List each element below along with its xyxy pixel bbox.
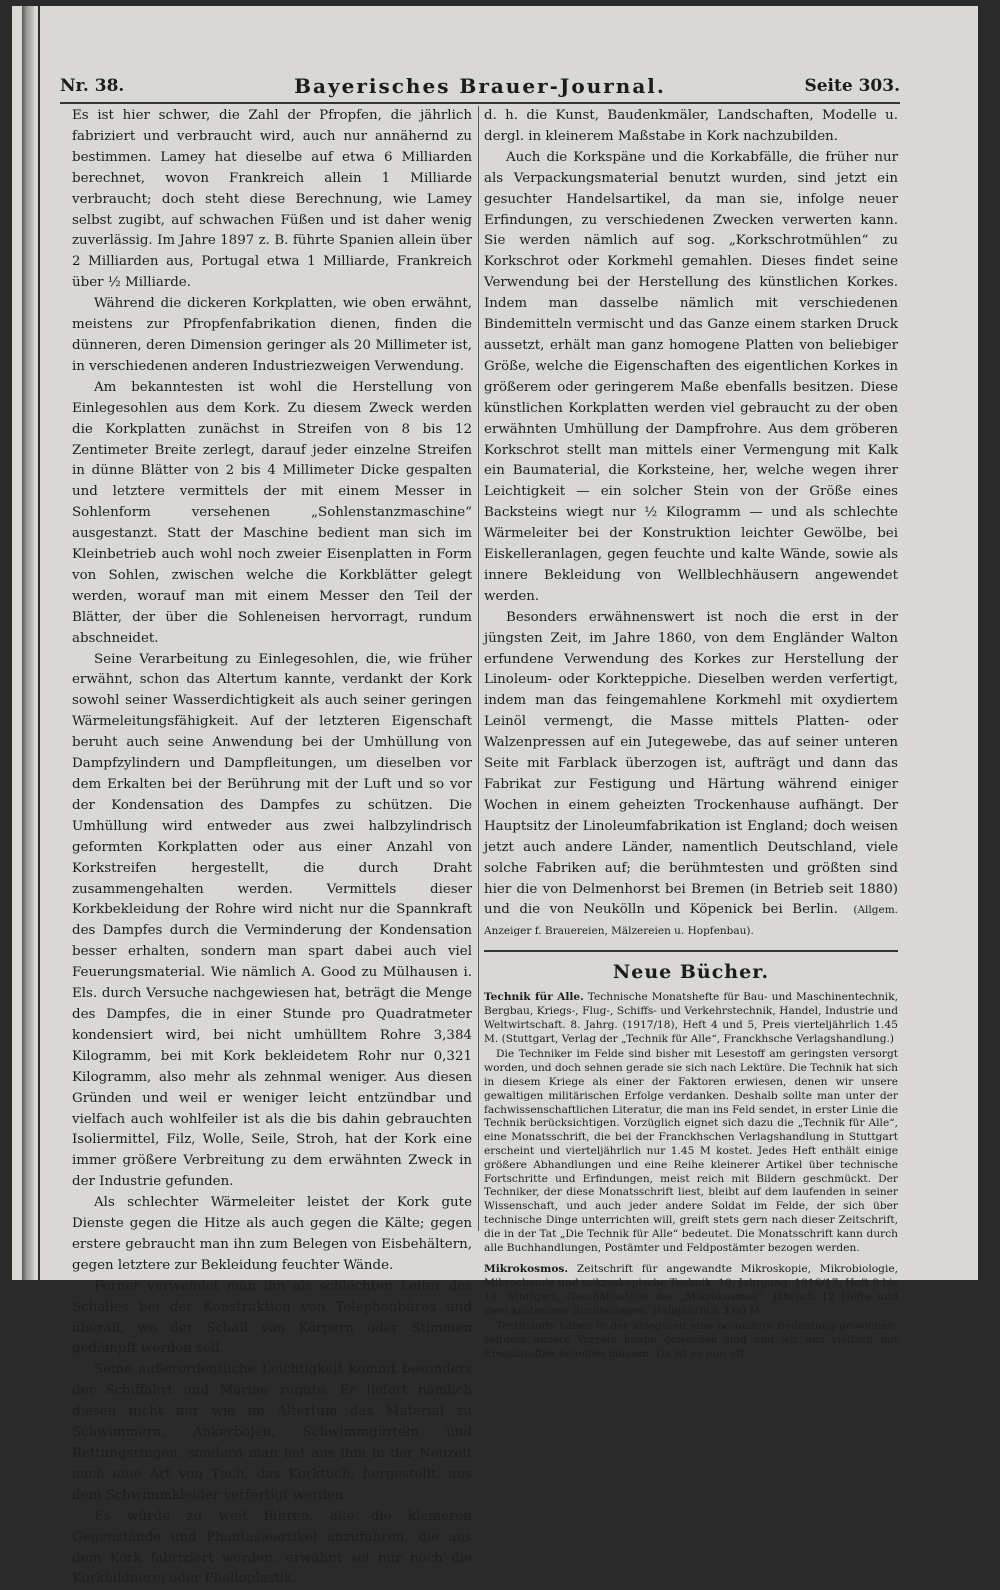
paragraph: Ferner verwendet man ihn als schlechten Leiter des Schalles bei der Konstruktion von Telephonbüros und überall, wo der Schall von Körpern oder Stimmen gedämpft werden soll. [72,1278,472,1357]
page-header [60,74,900,102]
book-review-2 [484,1263,898,1362]
left-column [72,106,472,1590]
paragraph: Es würde zu weit führen, alle die kleineren Gegenstände und Phantasieartikel anzuführen, die aus dem Kork fabriziert werden: erwähnt sei nur noch die Korkbildnerei oder Phelloplastik, [72,1508,472,1587]
issue-number: Nr. 38. [60,76,125,96]
section-rule [484,950,898,952]
book-details: Technische Monatshefte für Bau- und Maschinentechnik, Bergbau, Kriegs-, Flug-, Schiffs- und Verkehrstechnik, Handel, Industrie und Weltwirtschaft. 8. Jahrg. (1917/18), Heft 4 und 5, Preis vierteljährlich 1.45 M. (Stuttgart, Verlag der „Technik für Alle“, Franckhsche Verlagshandlung.) [484,991,898,1045]
paragraph: d. h. die Kunst, Baudenkmäler, Landschaften, Modelle u. dergl. in kleinerem Maßstabe in Kork nachzubilden. [484,108,898,144]
paragraph: Während die dickeren Korkplatten, wie oben erwähnt, meistens zur Pfropfenfabrikation dienen, finden die dünneren, deren Dimension geringer als 20 Millimeter ist, in verschiedenen anderen Industriezweigen Verwendung. [72,296,472,374]
paragraph: Am bekanntesten ist wohl die Herstellung von Einlegesohlen aus dem Kork. Zu diesem Zweck werden die Korkplatten zunächst in Streifen von 8 bis 12 Zentimeter Breite zerlegt, darauf jeder einzelne Streifen in dünne Blätter von 2 bis 4 Millimeter Dicke gespalten und letztere vermittels der mit einem Messer in Sohlenform versehenen „Sohlenstanzmaschine“ ausgestanzt. Statt der Maschine bedient man sich im Kleinbetrieb auch wohl noch zweier Eisenplatten in Form von Sohlen, zwischen welche die Korkblätter gelegt werden, worauf man mit einem Messer den Teil der Blätter, der über die Sohleneisen hervorragt, rundum abschneidet. [72,379,472,646]
book-review-text: Textilstoffe haben in der Kriegszeit eine besondere Bedeutung gewonnen, seitdem unsere Vorräte knapp geworden sind und wir uns vielfach mit Ersatzstoffen behelfen müssen. Da ist es nun oft [484,1320,898,1361]
paragraph: Auch die Korkspäne und die Korkabfälle, die früher nur als Verpackungsmaterial benutzt wurden, sind jetzt ein gesuchter Handelsartikel, da man sie, infolge neuer Erfindungen, zu verschiedenen Zwecken verwerten kann. Sie werden nämlich auf sog. „Korkschrotmühlen“ zu Korkschrot oder Korkmehl gemahlen. Dieses findet seine Verwendung bei der Herstellung des künstlichen Korkes. Indem man dasselbe nämlich mit verschiedenen Bindemitteln vermischt und das Ganze einem starken Druck aussetzt, erhält man ganz homogene Platten von beliebiger Größe, welche die Eigenschaften des eigentlichen Korkes in größerem oder geringerem Maße ebenfalls besitzen. Diese künstlichen Korkplatten werden viel gebraucht zu der oben erwähnten Umhüllung der Dampfrohre. Aus dem gröberen Korkschrot stellt man mittels einer Vermengung mit Kalk ein Baumaterial, die Korksteine, her, welche wegen ihrer Leichtigkeit — ein solcher Stein von der Größe eines Backsteins wiegt nur ½ Kilogramm — und als schlechte Wärmeleiter bei der Konstruktion leichter Gewölbe, bei Eiskelleranlagen, gegen feuchte und kalte Wände, sowie als innere Bekleidung von Wellblechhäusern angewendet werden. [484,149,898,604]
header-rule [60,102,900,104]
book-title: Mikrokosmos. [484,1263,569,1276]
book-review-1 [484,991,898,1255]
column-divider [478,106,479,1231]
binding-edge [22,6,34,1280]
paragraph-text: Besonders erwähnenswert ist noch die erst in der jüngsten Zeit, im Jahre 1860, von dem Engländer Walton erfundene Verwendung des Korkes zur Herstellung der Linoleum- oder Korkteppiche. Dieselben werden verfertigt, indem man das feingemahlene Korkmehl mit oxydiertem Leinöl vermengt, die Masse mittels Platten- oder Walzenpressen auf ein Jutegewebe, das auf seiner unteren Seite mit Farblack überzogen ist, aufträgt und dann das Fabrikat zur Festigung und Härtung während einiger Wochen in einem geheizten Trockenhause aufhängt. Der Hauptsitz der Linoleumfabrikation ist England; doch weisen jetzt auch andere Länder, namentlich Deutschland, viele solche Fabriken auf; die berühmtesten und größten sind hier die von Delmenhorst bei Bremen (in Betrieb seit 1880) und die von Neukölln und Köpenick bei Berlin. [484,609,898,918]
book-review-text: Die Techniker im Felde sind bisher mit Lesestoff am geringsten versorgt worden, und doch sehnen gerade sie sich nach Lektüre. Die Technik hat sich in diesem Kriege als einer der Faktoren erwiesen, denen wir unsere gewaltigen militärischen Erfolge verdanken. Deshalb sollte man unter der fachwissenschaftlichen Literatur, die man ins Feld sendet, in erster Linie die Technik berücksichtigen. Vorzüglich eignet sich dazu die „Technik für Alle“, eine Monatsschrift, die bei der Franckhschen Verlagshandlung in Stuttgart erscheint und vierteljährlich nur 1.45 M kostet. Jedes Heft enthält einige größere Abhandlungen und eine Reihe kleinerer Artikel über technische Fortschritte und Erfindungen, meist reich mit Bildern geschmückt. Der Techniker, der diese Monatsschrift liest, bleibt auf dem laufenden in seiner Wissenschaft, und auch jeder andere Soldat im Felde, der sich über technische Dinge unterrichten will, greift stets gern nach dieser Zeitschrift, die in der Tat „Die Technik für Alle“ bedeutet. Die Monatsschrift kann durch alle Buchhandlungen, Postämter und Feldpostämter bezogen werden. [484,1048,898,1254]
journal-title: Bayerisches Brauer-Journal. [294,74,666,98]
book-title: Technik für Alle. [484,991,584,1004]
paragraph [484,608,898,943]
section-title: Neue Bücher. [612,961,770,984]
paragraph: Seine Verarbeitung zu Einlegesohlen, die, wie früher erwähnt, schon das Altertum kannte, verdankt der Kork sowohl seiner Wasserdichtigkeit als auch seiner geringen Wärmeleitungsfähigkeit. Auf der letzteren Eigenschaft beruht auch seine Anwendung bei der Umhüllung von Dampfzylindern und Dampfleitungen, um dieselben vor dem Erkalten bei der Berührung mit der Luft und so vor der Kondensation des Dampfes zu schützen. Die Umhüllung wird entweder aus zwei halbzylindrisch geformten Korkplatten oder aus einer Anzahl von Korkstreifen hergestellt, die durch Draht zusammengehalten werden. Vermittels dieser Korkbekleidung der Rohre wird nicht nur die Spannkraft des Dampfes durch die Verminderung der Kondensation besser erhalten, sondern man spart dabei auch viel Feuerungsmaterial. Wie nämlich A. Good zu Mülhausen i. Els. durch Versuche nachgewiesen hat, beträgt die Menge des Dampfes, die in einer Stunde pro Quadratmeter kondensiert wird, bei nicht umhülltem Rohre 3,384 Kilogramm, bei mit Kork bekleidetem Rohr nur 0,321 Kilogramm, also mehr als zehnmal weniger. Aus diesen Gründen und weil er weniger leicht entzündbar und vielfach auch wohlfeiler ist als die bis dahin gebrauchten Isoliermittel, Filz, Wolle, Seile, Stroh, hat der Kork eine immer größere Verbreitung zu dem erwähnten Zweck in der Industrie gefunden. [72,651,472,1190]
paragraph: Es ist hier schwer, die Zahl der Pfropfen, die jährlich fabriziert und verbraucht wird, auch nur annähernd zu bestimmen. Lamey hat dieselbe auf etwa 6 Milliarden berechnet, wovon Frankreich allein 1 Milliarde verbraucht; doch steht diese Berechnung, wie Lamey selbst zugibt, auf schwachen Füßen und ist daher wenig zuverlässig. Im Jahre 1897 z. B. führte Spanien allein über 2 Milliarden aus, Portugal etwa 1 Milliarde, Frankreich über ½ Milliarde. [72,108,472,291]
paragraph: Seine außerordentliche Leichtigkeit kommt besonders der Schiffahrt und Marine zugute. Er liefert nämlich diesen nicht nur wie im Altertum das Material zu Schwimmern, Ankerbojen, Schwimmgürteln und Rettungsringen, sondern man hat aus ihm in der Neuzeit auch eine Art von Tuch, das Korktuch, hergestellt, aus dem Schwimmkleider verfertigt werden. [72,1362,472,1503]
paragraph: Als schlechter Wärmeleiter leistet der Kork gute Dienste gegen die Hitze als auch gegen die Kälte; gegen erstere gebraucht man ihn zum Belegen von Eisbehältern, gegen letztere zur Bekleidung feuchter Wände. [72,1195,472,1273]
source-note: (Allgem. Anzeiger f. Brauereien, Mälzereien u. Hopfenbau). [484,904,898,938]
page-number: Seite 303. [804,76,900,96]
journal-page [12,6,978,1587]
book-details: Zeitschrift für angewandte Mikroskopie, Mikrobiologie, Mikrochemie und mikroskopische Technik. 10. Jahrgang, 1916/17. Heft 9 bis 11. Stuttgart, Geschäftsstelle des „Mikrokosmos“. Jährlich 12 Hefte und zwei kostenlose Buchbeilagen. Halbjährlich 3.60 M. [484,1263,898,1317]
binding-line [38,6,40,1280]
right-column [484,106,898,1364]
